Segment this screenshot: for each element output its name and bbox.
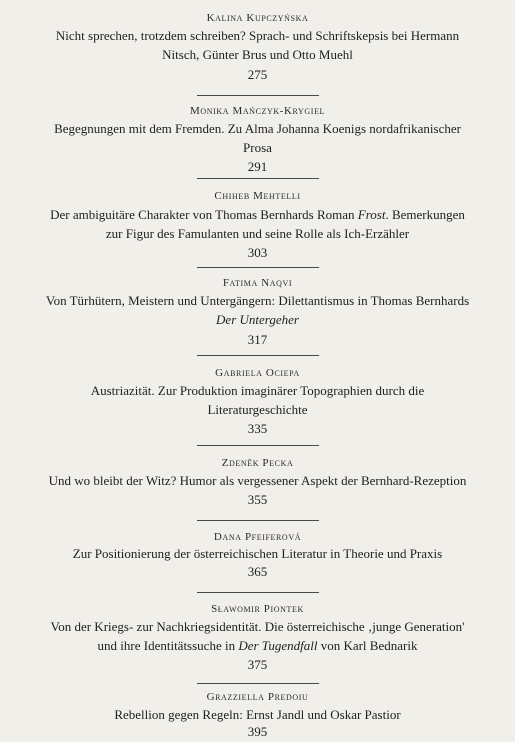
title-text: Der ambiguitäre Charakter von Thomas Bernhards Roman [50, 207, 358, 222]
entry-title-line [0, 139, 515, 157]
entry-page-number: 355 [247, 492, 268, 507]
entry-page-number: 303 [247, 245, 268, 260]
entry-title-line [0, 46, 515, 64]
title-text: . Bemerkungen [385, 207, 465, 222]
title-text: Und wo bleibt der Witz? Humor als vergessener Aspekt der Bernhard-Rezeption [48, 473, 467, 488]
entry-author: Dana Pfeiferová [213, 531, 302, 543]
entry-author: Monika Mańczyk-Krygiel [189, 105, 326, 117]
entry-title-line [0, 618, 515, 636]
entry-page-number: 395 [247, 724, 268, 739]
title-text: Nicht sprechen, trotzdem schreiben? Sprach- und Schriftskepsis bei Hermann [55, 28, 460, 43]
entry-title-line [0, 472, 515, 490]
entry-title-line [0, 120, 515, 138]
title-text: Von der Kriegs- zur Nachkriegsidentität. Die österreichische ‚junge Generation' [50, 619, 465, 634]
entry-title-line [0, 706, 515, 724]
entry-title-line [0, 27, 515, 45]
title-text: zur Figur des Famulanten und seine Rolle als Ich-Erzähler [105, 226, 410, 241]
entry-author: Chiheb Mehtelli [214, 190, 301, 202]
title-text: Zur Positionierung der österreichischen Literatur in Theorie und Praxis [72, 546, 443, 561]
title-text: und ihre Identitätssuche in [97, 638, 239, 653]
entry-title-line [0, 545, 515, 563]
title-text: Prosa [243, 140, 272, 155]
title-text: Rebellion gegen Regeln: Ernst Jandl und Oskar Pastior [114, 707, 401, 722]
entry-divider [197, 520, 319, 521]
entry-divider [197, 178, 319, 179]
entry-author: Fatima Naqvi [222, 277, 293, 289]
entry-title-line [0, 225, 515, 243]
entry-page-number: 335 [247, 421, 268, 436]
entry-page-number: 375 [247, 657, 268, 672]
italic-work-title: Der Tugendfall [238, 638, 318, 653]
entry-author: Zdeněk Pecka [221, 457, 294, 469]
title-text: von Karl Bednarik [317, 638, 418, 653]
entry-divider [197, 683, 319, 684]
entry-title-line [0, 637, 515, 655]
entry-divider [197, 355, 319, 356]
entry-divider [197, 445, 319, 446]
entry-title-line [0, 401, 515, 419]
entry-divider [197, 592, 319, 593]
entry-page-number: 365 [247, 564, 268, 579]
entry-title-line [0, 382, 515, 400]
entry-author: Grazziella Predoiu [206, 691, 309, 703]
entry-divider [197, 267, 319, 268]
entry-page-number: 291 [247, 159, 268, 174]
title-text: Literaturgeschichte [207, 402, 308, 417]
title-text: Austriazität. Zur Produktion imaginärer Topographien durch die [90, 383, 425, 398]
italic-work-title: Frost [357, 207, 386, 222]
entry-author: Sławomir Piontek [211, 603, 304, 615]
entry-title-line [0, 292, 515, 310]
title-text: Von Türhütern, Meistern und Untergängern: Dilettantismus in Thomas Bernhards [45, 293, 470, 308]
entry-divider [197, 95, 319, 96]
entry-author: Kalina Kupczyńska [206, 12, 309, 24]
title-text: Begegnungen mit dem Fremden. Zu Alma Johanna Koenigs nordafrikanischer [54, 121, 461, 136]
entry-title-line [0, 206, 515, 224]
title-text: Nitsch, Günter Brus und Otto Muehl [162, 47, 353, 62]
italic-work-title: Der Untergeher [216, 312, 299, 327]
entry-page-number: 317 [247, 332, 268, 347]
entry-page-number: 275 [247, 67, 268, 82]
entry-author: Gabriela Ociepa [215, 367, 300, 379]
entry-title-line [0, 311, 515, 329]
